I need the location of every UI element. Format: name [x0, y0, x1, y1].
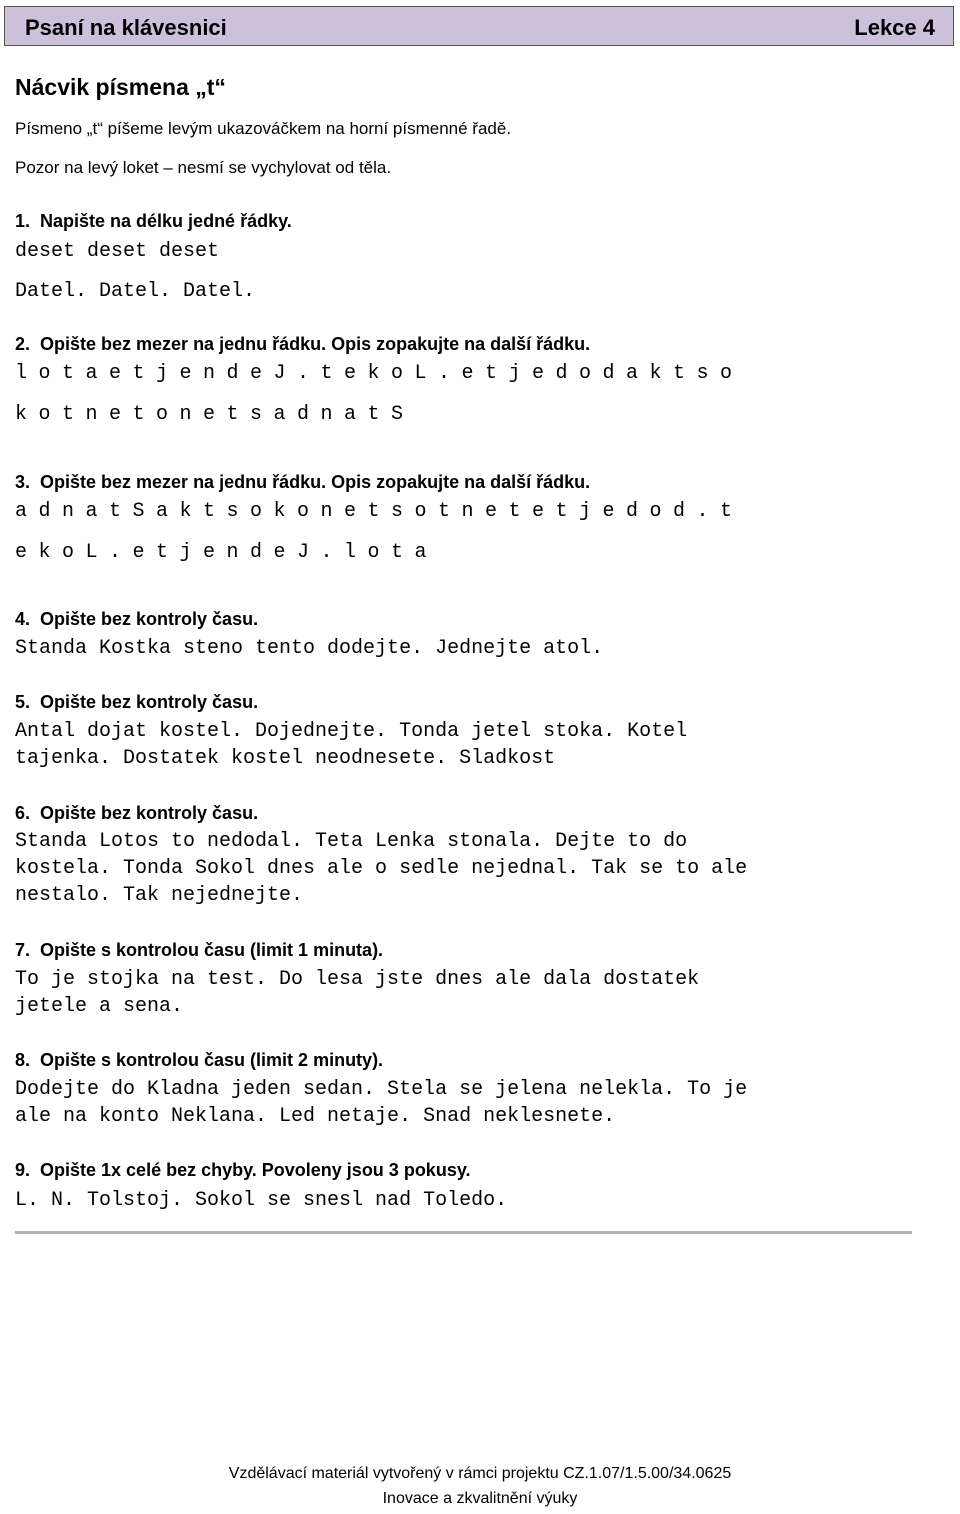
- intro-line-1: Písmeno „t“ píšeme levým ukazováčkem na horní písmenné řadě.: [15, 119, 512, 138]
- task-6-line-1: Standa Lotos to nedodal. Teta Lenka stonala. Dejte to do: [15, 830, 688, 853]
- task-7-line-2: jetele a sena.: [15, 995, 184, 1018]
- task-6-title: 6. Opište bez kontroly času.: [15, 803, 259, 823]
- task-5-title: 5. Opište bez kontroly času.: [15, 692, 259, 712]
- lesson-header-bar: [4, 6, 954, 46]
- task-9-line-1: L. N. Tolstoj. Sokol se snesl nad Toledo.: [15, 1189, 508, 1212]
- horizontal-divider: [15, 1231, 912, 1234]
- task-1-line-2: Datel. Datel. Datel.: [15, 280, 256, 303]
- task-6-line-2: kostela. Tonda Sokol dnes ale o sedle nejednal. Tak se to ale: [15, 857, 748, 880]
- task-8-line-2: ale na konto Neklana. Led netaje. Snad neklesnete.: [15, 1105, 616, 1128]
- footer-project-line: Vzdělávací materiál vytvořený v rámci projektu CZ.1.07/1.5.00/34.0625: [228, 1465, 732, 1482]
- task-2-line-1: lotaetjendeJ.tekoL.etjedodaktso: [15, 362, 744, 385]
- task-9-title: 9. Opište 1x celé bez chyby. Povoleny jsou 3 pokusy.: [15, 1160, 471, 1180]
- intro-line-2: Pozor na levý loket – nesmí se vychylovat od těla.: [15, 158, 392, 177]
- task-3-line-2: ekoL.etjendeJ.lota: [15, 541, 439, 564]
- task-2-title: 2. Opište bez mezer na jednu řádku. Opis zopakujte na další řádku.: [15, 334, 591, 354]
- task-3-title: 3. Opište bez mezer na jednu řádku. Opis zopakujte na další řádku.: [15, 472, 591, 492]
- task-5-line-2: tajenka. Dostatek kostel neodnesete. Sladkost: [15, 747, 556, 770]
- lesson-number: Lekce 4: [854, 15, 935, 40]
- task-3-line-1: adnatSaktsokonetsotnetetjedod.t: [15, 500, 744, 523]
- task-7-title: 7. Opište s kontrolou času (limit 1 minuta).: [15, 940, 384, 960]
- task-1-line-1: deset deset deset: [15, 240, 220, 263]
- task-5-line-1: Antal dojat kostel. Dojednejte. Tonda jetel stoka. Kotel: [15, 720, 688, 743]
- task-8-line-1: Dodejte do Kladna jeden sedan. Stela se jelena nelekla. To je: [15, 1078, 748, 1101]
- task-4-title: 4. Opište bez kontroly času.: [15, 609, 259, 629]
- task-6-line-3: nestalo. Tak nejednejte.: [15, 884, 304, 907]
- course-title: Psaní na klávesnici: [25, 15, 227, 40]
- task-2-line-2: kotnetonetsadnatS: [15, 403, 415, 426]
- page-heading: Nácvik písmena „t“: [15, 74, 226, 100]
- task-8-title: 8. Opište s kontrolou času (limit 2 minuty).: [15, 1050, 384, 1070]
- task-1-title: 1. Napište na délku jedné řádky.: [15, 211, 292, 231]
- task-4-line-1: Standa Kostka steno tento dodejte. Jednejte atol.: [15, 637, 604, 660]
- footer-subtitle-line: Inovace a zkvalitnění výuky: [382, 1490, 578, 1507]
- task-7-line-1: To je stojka na test. Do lesa jste dnes ale dala dostatek: [15, 968, 700, 991]
